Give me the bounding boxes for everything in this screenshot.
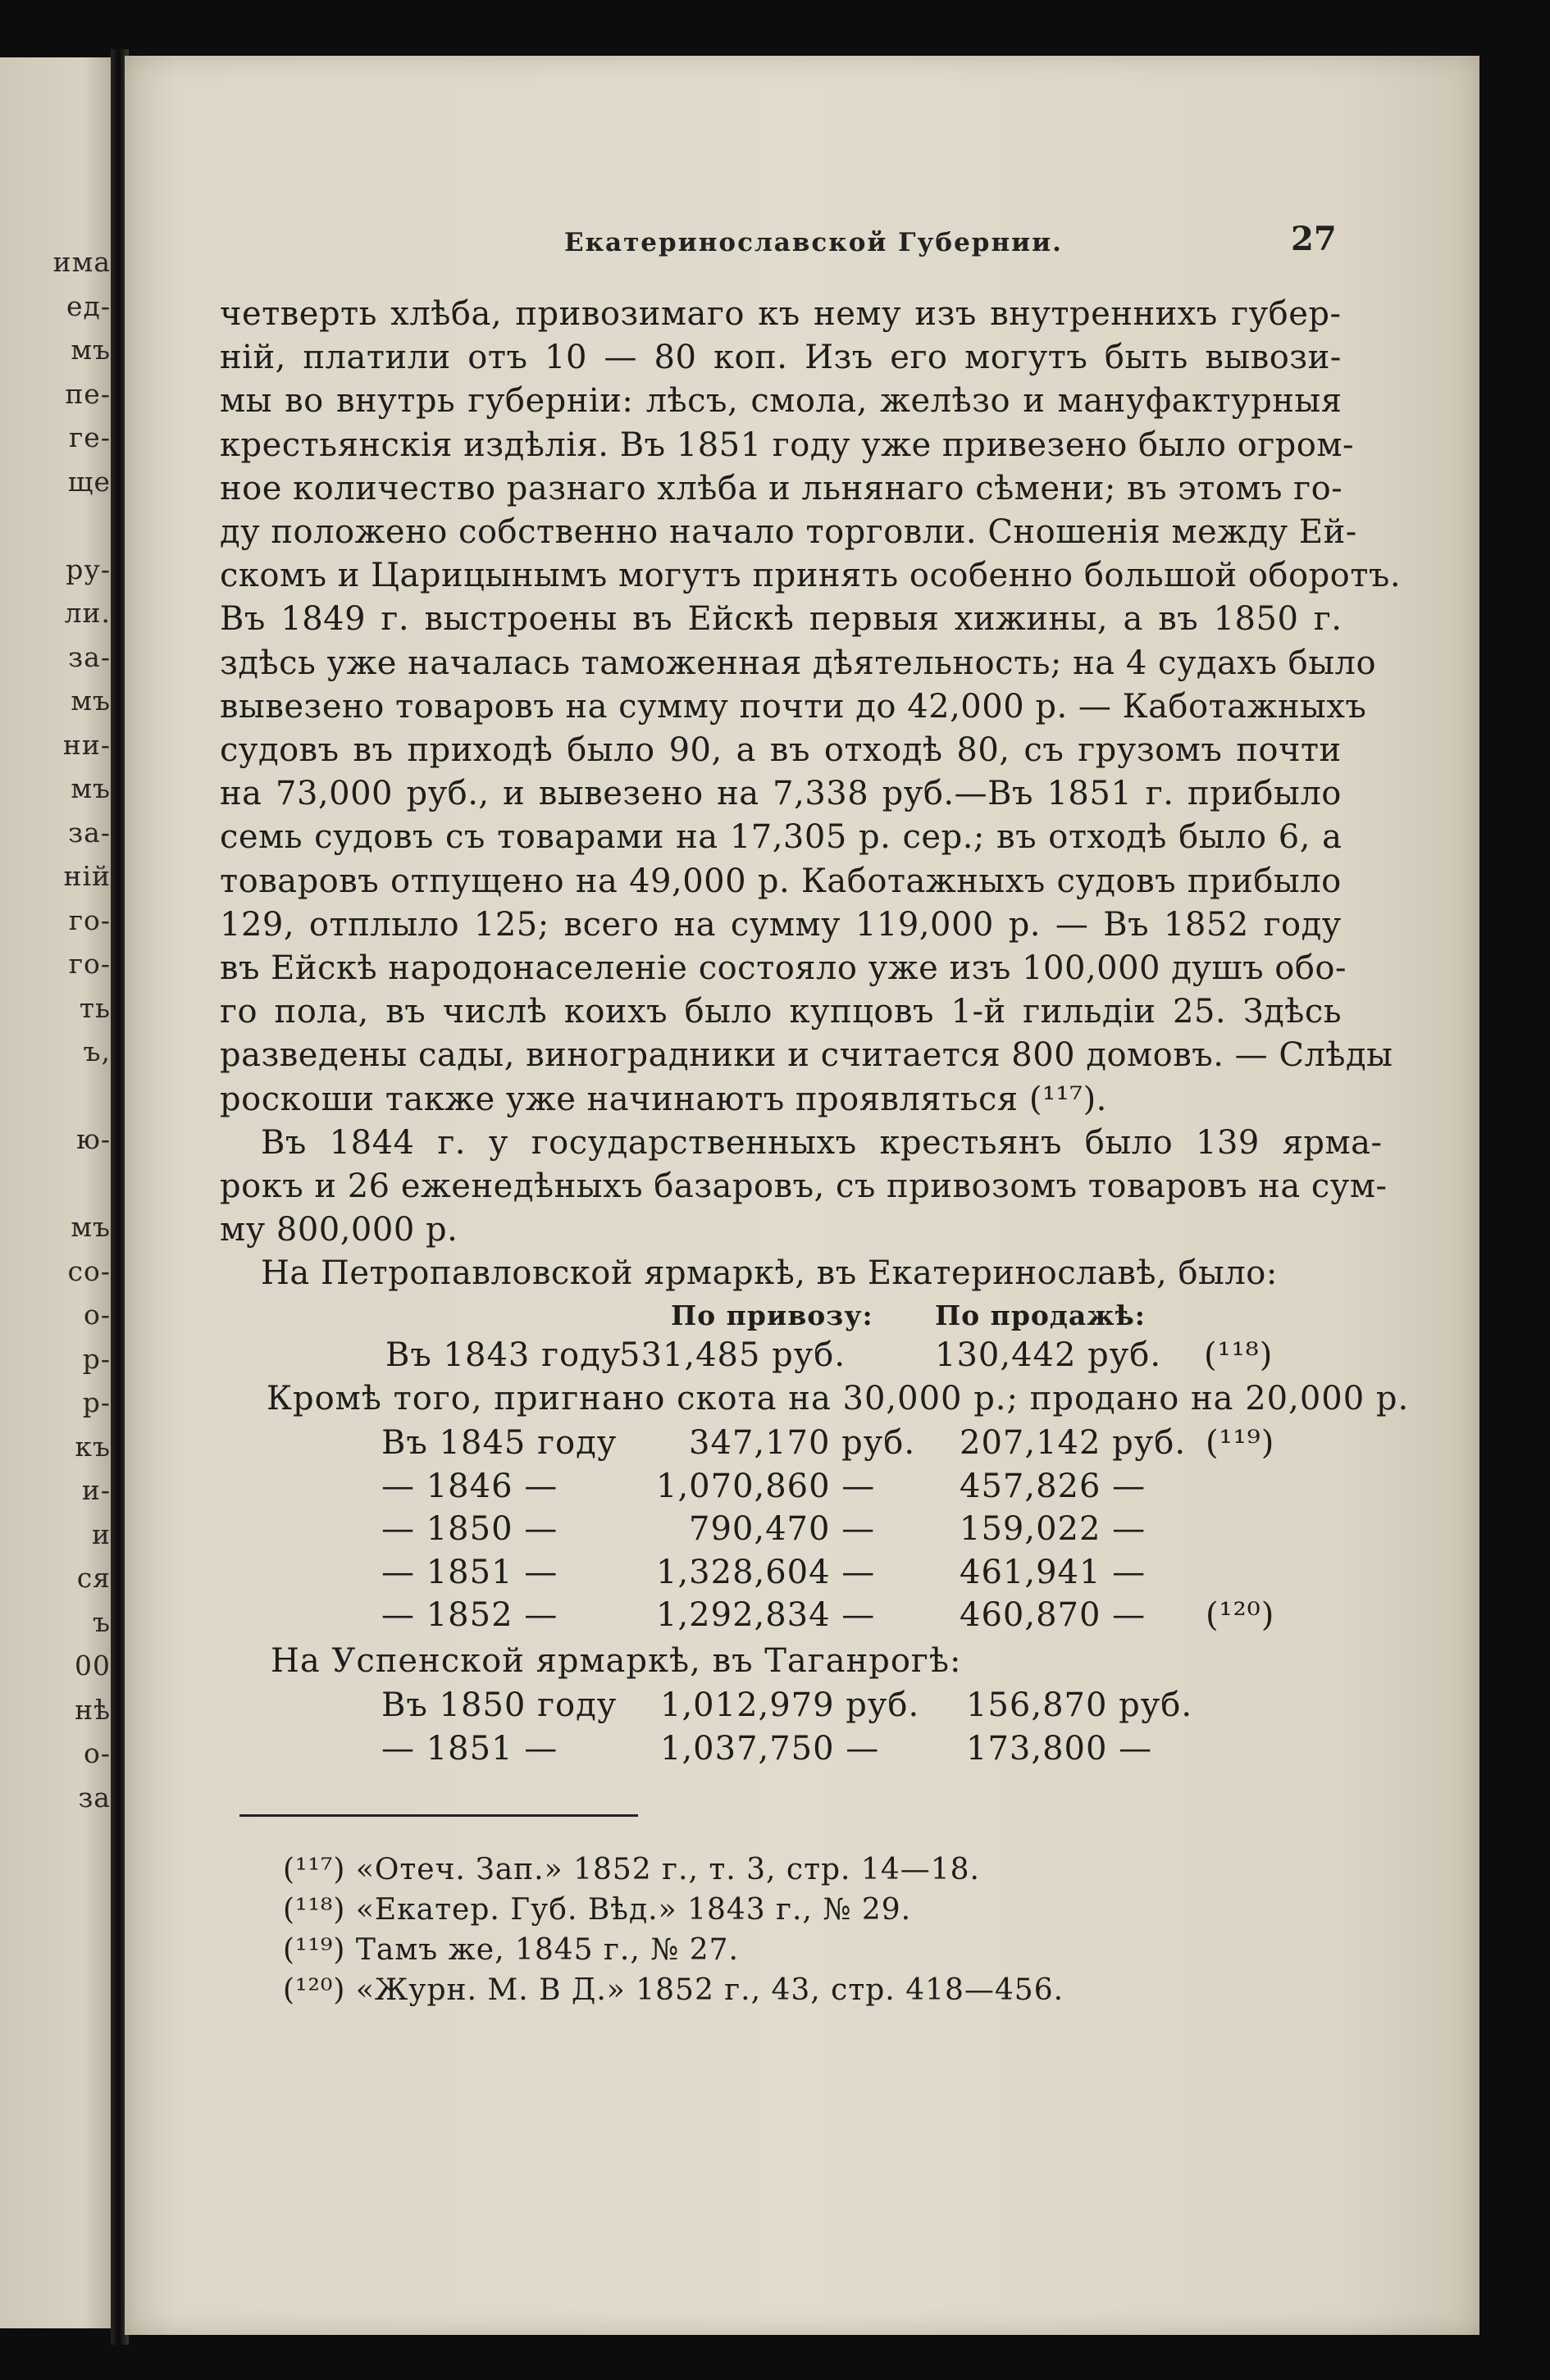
previous-page-fragment: 00 [75, 1650, 111, 1681]
year-cell: Въ 1850 году [381, 1686, 618, 1724]
text-line: Въ 1844 г. у государственныхъ крестьянъ было 139 ярма- [261, 1123, 1383, 1162]
sale-cell: 159,022 — [960, 1510, 1147, 1548]
previous-page-fragment: ть [79, 991, 111, 1024]
previous-page-fragment: нѣ [75, 1693, 111, 1726]
previous-page-fragment: ге- [69, 421, 111, 453]
text-line: судовъ въ приходѣ было 90, а въ отходѣ 80, съ грузомъ почти [220, 731, 1342, 769]
previous-page-fragment: р- [82, 1342, 111, 1375]
previous-page-fragment: ся [76, 1562, 111, 1594]
text-line: крестьянскія издѣлія. Въ 1851 году уже привезено было огром- [220, 425, 1354, 464]
import-cell: 1,328,604 — [656, 1553, 876, 1591]
previous-page-fragment: има [52, 246, 111, 278]
previous-page-fragment: о- [83, 1299, 111, 1331]
sale-cell: 173,800 — [966, 1730, 1153, 1768]
year-cell: — 1850 — [381, 1510, 558, 1548]
previous-page-fragment: мъ [71, 1211, 111, 1243]
import-cell: 1,070,860 — [656, 1467, 876, 1505]
year-cell: — 1851 — [381, 1553, 558, 1591]
footnote-rule [239, 1814, 638, 1817]
year-cell: Въ 1843 году [385, 1336, 622, 1374]
previous-page-fragment: къ [75, 1430, 111, 1463]
previous-page-fragment: ру- [66, 553, 111, 585]
previous-page-fragment: ній [63, 860, 111, 892]
previous-page-fragment: и- [81, 1474, 111, 1506]
text-line: въ Ейскѣ народонаселеніе состояло уже изъ 100,000 душъ обо- [220, 949, 1347, 987]
footnote: (¹²⁰) «Журн. М. В Д.» 1852 г., 43, стр. 418—456. [283, 1973, 1064, 2007]
previous-page-fragment: ю- [76, 1123, 111, 1155]
import-cell: 531,485 руб. [619, 1336, 846, 1374]
column-header-sale: По продажѣ: [935, 1299, 1146, 1331]
footnote-ref: (¹²⁰) [1206, 1596, 1275, 1634]
previous-page-fragment: за- [68, 816, 111, 849]
text-line: му 800,000 р. [220, 1211, 458, 1249]
cattle-line: Кромѣ того, пригнано скота на 30,000 р.; продано на 20,000 р. [267, 1380, 1410, 1418]
text-line: здѣсь уже началась таможенная дѣятельность; на 4 судахъ было [220, 644, 1377, 682]
text-line: семь судовъ съ товарами на 17,305 р. сер.; въ отходѣ было 6, а [220, 818, 1343, 857]
footnote-ref: (¹¹⁹) [1206, 1424, 1275, 1462]
footnote: (¹¹⁹) Тамъ же, 1845 г., № 27. [283, 1933, 739, 1967]
previous-page-fragment: го- [68, 903, 111, 936]
previous-page-fragment: р- [82, 1386, 111, 1418]
text-line: 129, отплыло 125; всего на сумму 119,000 р. — Въ 1852 году [220, 905, 1342, 944]
previous-page-fragment: мъ [71, 685, 111, 717]
year-cell: — 1852 — [381, 1596, 558, 1634]
previous-page-fragment: мъ [71, 772, 111, 804]
text-line: разведены сады, виноградники и считается 800 домовъ. — Слѣды [220, 1036, 1393, 1075]
footnote: (¹¹⁷) «Отеч. Зап.» 1852 г., т. 3, стр. 14—18. [283, 1853, 980, 1886]
previous-page-fragment: ед- [66, 289, 111, 322]
running-title: Екатеринославской Губернии. [564, 228, 1063, 257]
previous-page-fragment: о- [83, 1737, 111, 1769]
text-line: вывезено товаровъ на сумму почти до 42,000 р. — Каботажныхъ [220, 687, 1367, 726]
import-cell: 347,170 руб. [689, 1424, 916, 1462]
text-line: Въ 1849 г. выстроены въ Ейскѣ первыя хижины, а въ 1850 г. [220, 600, 1343, 639]
previous-page-fragment: ли. [64, 597, 111, 629]
sale-cell: 457,826 — [960, 1467, 1147, 1505]
year-cell: Въ 1845 году [381, 1424, 618, 1462]
previous-page-fragment: за [78, 1781, 111, 1813]
sale-cell: 460,870 — [960, 1596, 1147, 1634]
import-cell: 1,012,979 руб. [660, 1686, 920, 1724]
previous-page-fragment: и [92, 1518, 111, 1550]
page-number: 27 [1291, 220, 1337, 258]
text-line: рокъ и 26 еженедѣныхъ базаровъ, съ привозомъ товаровъ на сум- [220, 1167, 1388, 1205]
footnote: (¹¹⁸) «Екатер. Губ. Вѣд.» 1843 г., № 29. [283, 1893, 912, 1927]
text-line: На Петропавловской ярмаркѣ, въ Екатеринославѣ, было: [261, 1254, 1278, 1293]
column-header-import: По привозу: [671, 1299, 873, 1331]
sale-cell: 461,941 — [960, 1553, 1147, 1591]
previous-page-fragment: ъ [93, 1605, 111, 1638]
fair-heading: На Успенской ярмаркѣ, въ Таганрогѣ: [271, 1642, 962, 1680]
sale-cell: 130,442 руб. [935, 1336, 1162, 1374]
previous-page-fragment: ще [67, 465, 111, 498]
text-line: го пола, въ числѣ коихъ было купцовъ 1-й гильдіи 25. Здѣсь [220, 993, 1343, 1031]
import-cell: 790,470 — [689, 1510, 876, 1548]
previous-page-fragment: ъ, [83, 1035, 111, 1067]
previous-page-edge [0, 57, 111, 2328]
text-line: скомъ и Царицынымъ могутъ принять особенно большой оборотъ. [220, 557, 1402, 595]
footnote-ref: (¹¹⁸) [1204, 1336, 1274, 1374]
sale-cell: 156,870 руб. [966, 1686, 1193, 1724]
previous-page-fragment: го- [68, 948, 111, 980]
text-line: четверть хлѣба, привозимаго къ нему изъ внутреннихъ губер- [220, 295, 1342, 333]
text-line: на 73,000 руб., и вывезено на 7,338 руб.—Въ 1851 г. прибыло [220, 775, 1342, 813]
text-line: мы во внутрь губерніи: лѣсъ, смола, желѣзо и мануфактурныя [220, 382, 1343, 421]
text-line: ній, платили отъ 10 — 80 коп. Изъ его могутъ быть вывози- [220, 339, 1342, 377]
previous-page-fragment: ни- [62, 728, 111, 761]
previous-page-fragment: мъ [71, 334, 111, 366]
text-line: товаровъ отпущено на 49,000 р. Каботажныхъ судовъ прибыло [220, 862, 1342, 900]
import-cell: 1,292,834 — [656, 1596, 876, 1634]
previous-page-fragment: со- [67, 1254, 111, 1287]
year-cell: — 1851 — [381, 1730, 558, 1768]
sale-cell: 207,142 руб. [960, 1424, 1187, 1462]
text-line: ду положено собственно начало торговли. Сношенія между Ей- [220, 513, 1357, 551]
previous-page-fragment: пе- [65, 377, 111, 410]
text-line: ное количество разнаго хлѣба и льнянаго сѣмени; въ этомъ го- [220, 469, 1343, 507]
text-line: роскоши также уже начинаютъ проявляться (¹¹⁷). [220, 1080, 1107, 1118]
year-cell: — 1846 — [381, 1467, 558, 1505]
previous-page-fragment: за- [68, 640, 111, 673]
import-cell: 1,037,750 — [660, 1730, 880, 1768]
